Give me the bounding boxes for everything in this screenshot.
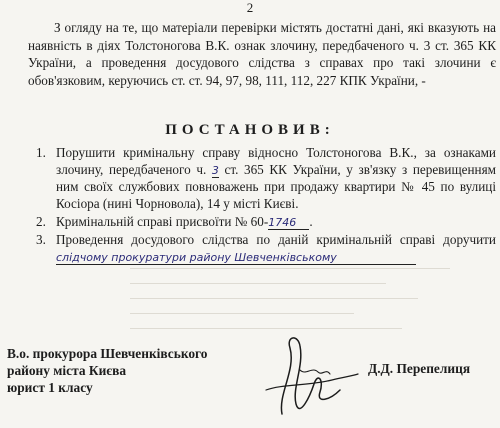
handwritten-signature bbox=[252, 330, 362, 426]
page-number: 2 bbox=[246, 0, 254, 15]
signatory-name: Д.Д. Перепелиця bbox=[368, 361, 471, 376]
signatory-district: району міста Києва bbox=[7, 363, 127, 378]
decision-list bbox=[36, 144, 496, 266]
handwritten-assignee: слідчому прокуратури району Шевченківському bbox=[56, 250, 416, 265]
decision-item-1: 1. Порушити кримінальну справу відносно Толстоногова В.К., за ознаками злочину, передбаченого ч. 3 ст. 365 КК України, у зв'язку з перевищенням ним своїх службових повноважень при продажу квартири № 45 по вулиці Косіора (нині Чорновола), 14 у місті Києві. bbox=[36, 145, 497, 211]
handwritten-part-number: 3 bbox=[211, 164, 219, 177]
decision-heading: ПОСТАНОВИВ: bbox=[165, 122, 335, 138]
signatory-rank: юрист 1 класу bbox=[7, 380, 93, 395]
signatory-block bbox=[7, 345, 267, 396]
signatory-position: В.о. прокурора Шевченківського bbox=[7, 346, 208, 361]
handwritten-case-number: 1746 bbox=[268, 215, 309, 230]
decision-item-2: 2. Кримінальній справі присвоїти № 60-1746 . bbox=[36, 214, 313, 229]
decision-item-3: 3. Проведення досудового слідства по даній кримінальній справі доручити слідчому прокуратури району Шевченківському bbox=[36, 232, 496, 264]
intro-paragraph bbox=[28, 19, 496, 89]
intro-text: З огляду на те, що матеріали перевірки містять достатні дані, які вказують на наявність в діях Толстоногова В.К. ознак злочину, передбаченого ч. 3 ст. 365 КК України, а проведення досудового слідства з справах про такі злочини є обов'язковим, керуючись ст. ст. 94, 97, 98, 111, 112, 227 КПК України, - bbox=[28, 20, 496, 88]
